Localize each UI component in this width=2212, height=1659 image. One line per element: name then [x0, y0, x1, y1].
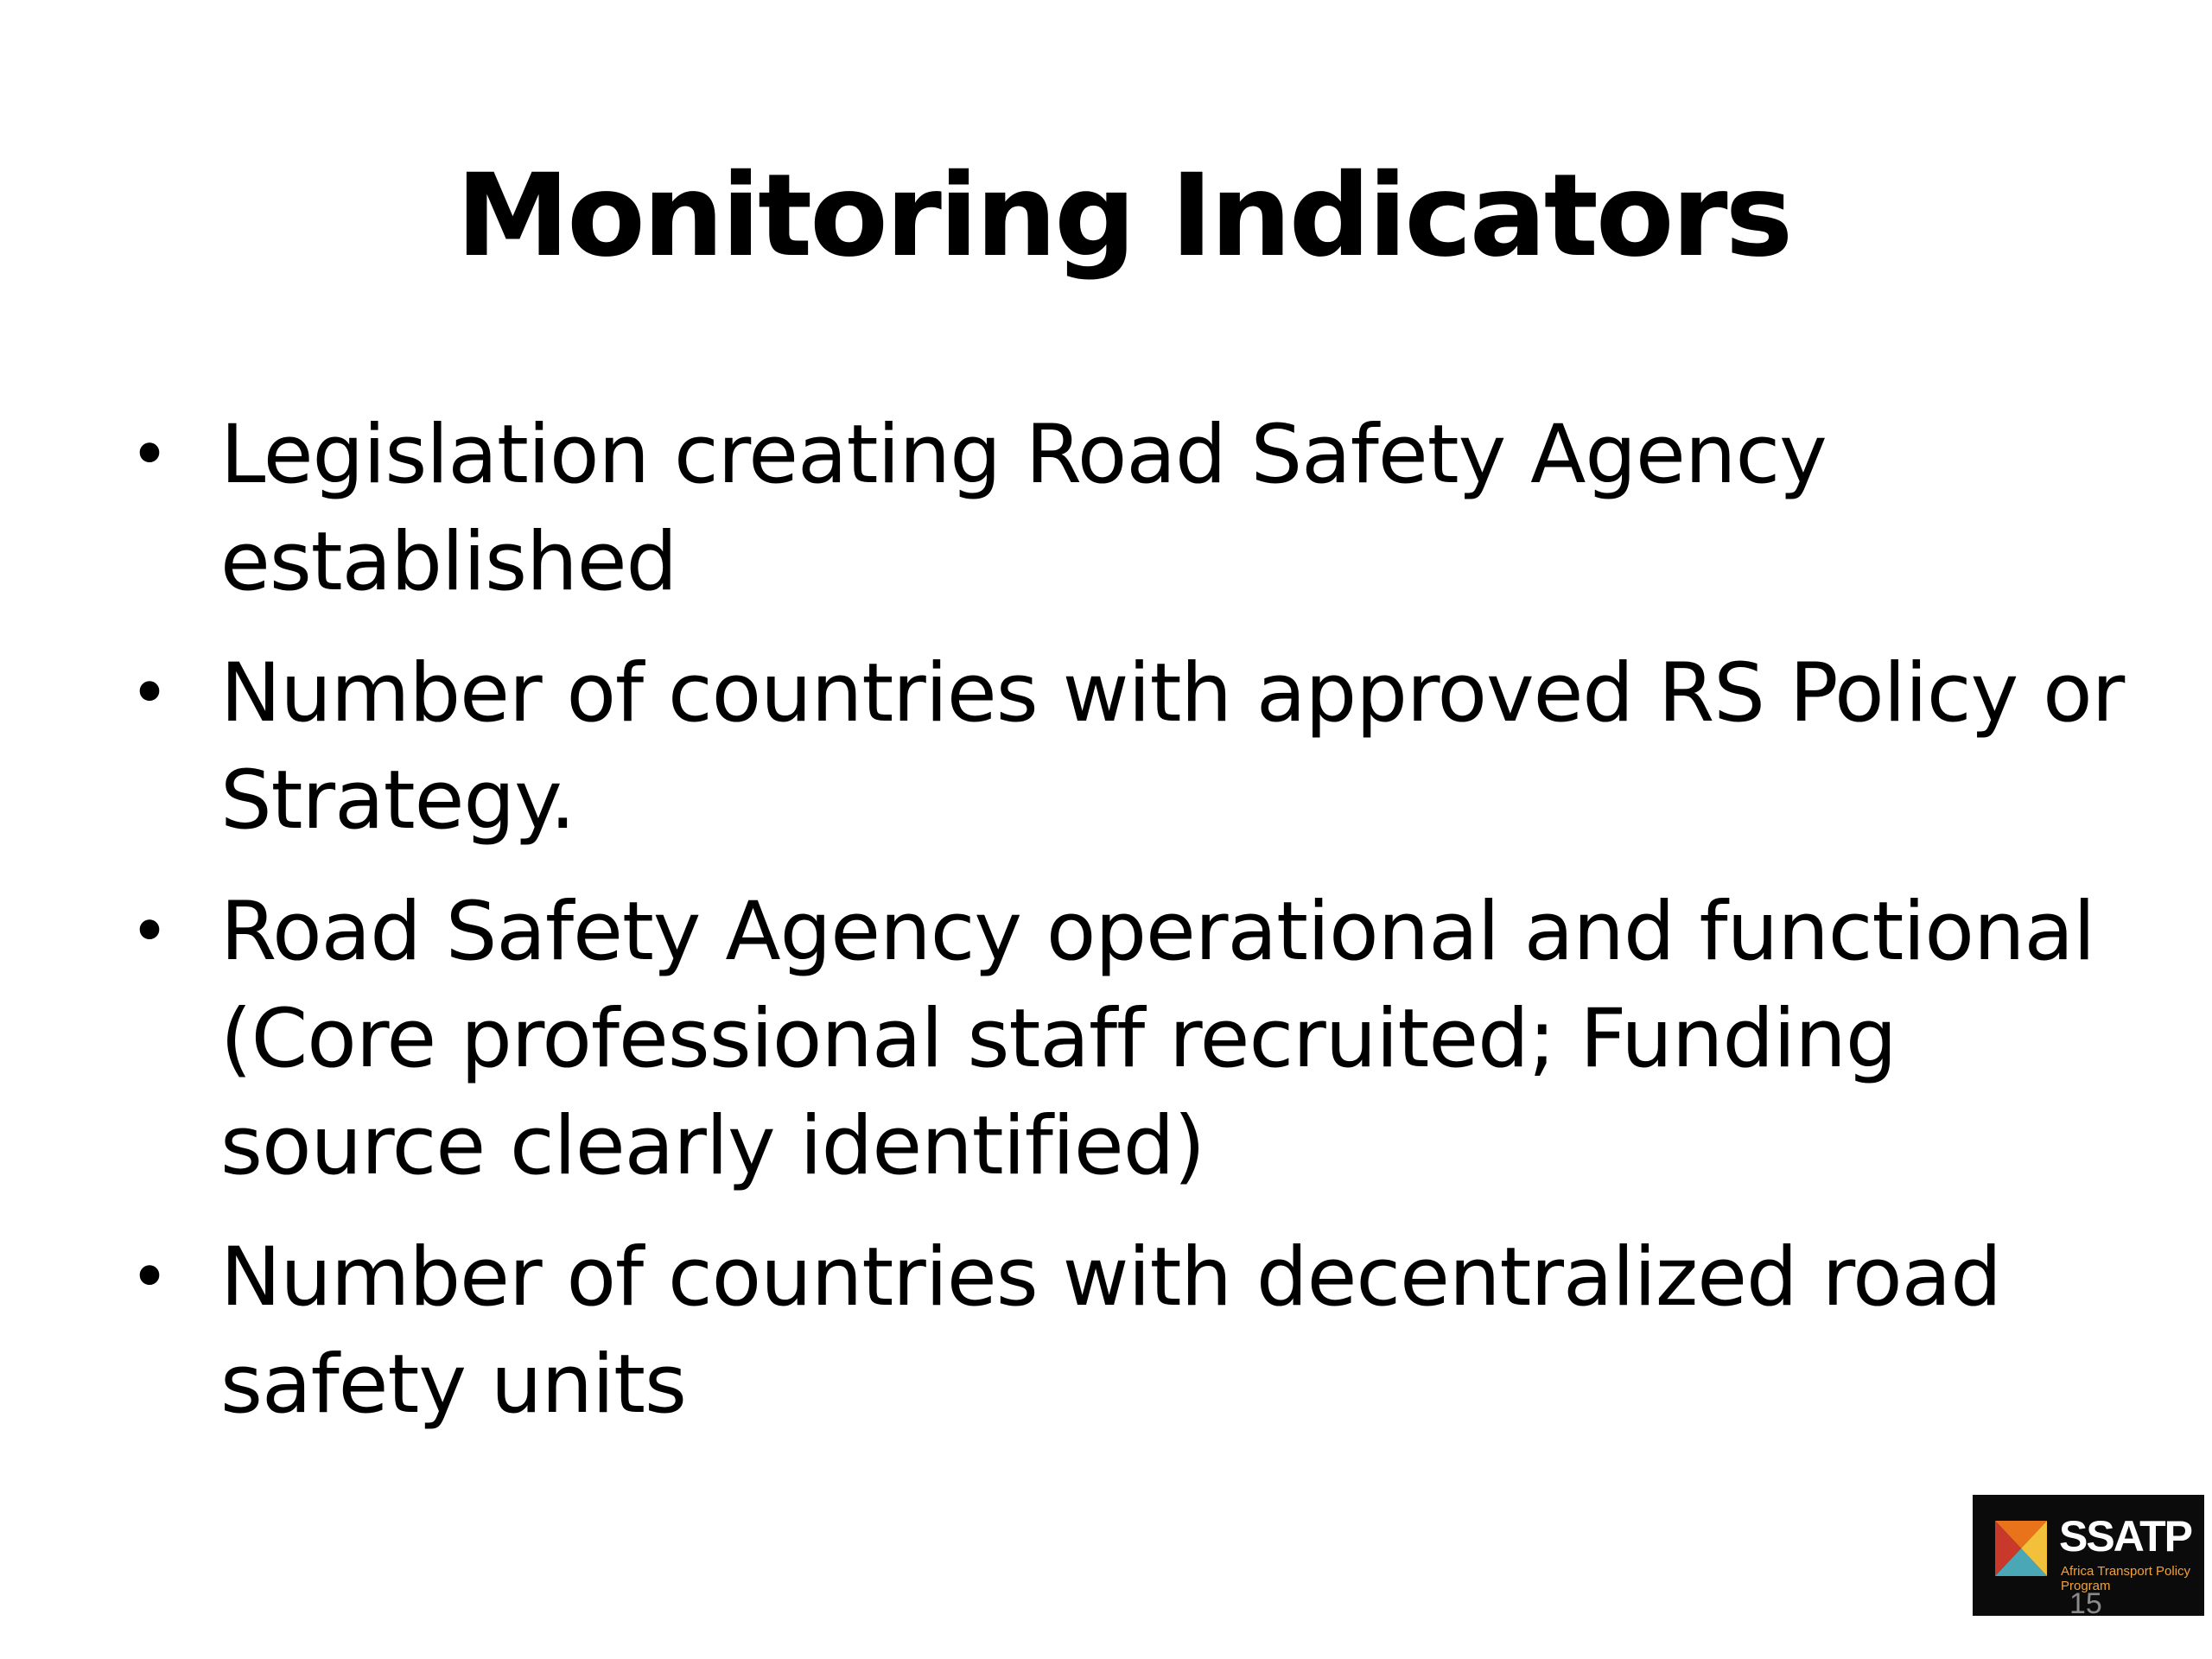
bullet-text: Legislation creating Road Safety Agency established [220, 408, 1827, 609]
bullet-marker: • [130, 655, 169, 733]
bullet-list [130, 402, 2134, 1463]
bullet-marker: • [130, 416, 169, 494]
bullet-text: Road Safety Agency operational and functional (Core professional staff recruited; Funding source clearly identified) [220, 885, 2095, 1193]
slide-number: 15 [2069, 1587, 2102, 1620]
bullet-item [130, 640, 2134, 855]
logo-tagline: Africa Transport Policy Program [2061, 1564, 2191, 1593]
bullet-text: Number of countries with approved RS Policy or Strategy. [220, 646, 2125, 848]
bullet-item [130, 1224, 2134, 1439]
bullet-item [130, 402, 2134, 616]
bullet-item [130, 879, 2134, 1200]
ssatp-logo-mark-icon [1995, 1521, 2047, 1576]
bullet-marker: • [130, 893, 169, 971]
slide-title: Monitoring Indicators [455, 149, 1791, 283]
logo-name: SSATP [2059, 1512, 2191, 1560]
bullet-marker: • [130, 1239, 169, 1317]
bullet-text: Number of countries with decentralized road safety units [220, 1230, 2001, 1432]
